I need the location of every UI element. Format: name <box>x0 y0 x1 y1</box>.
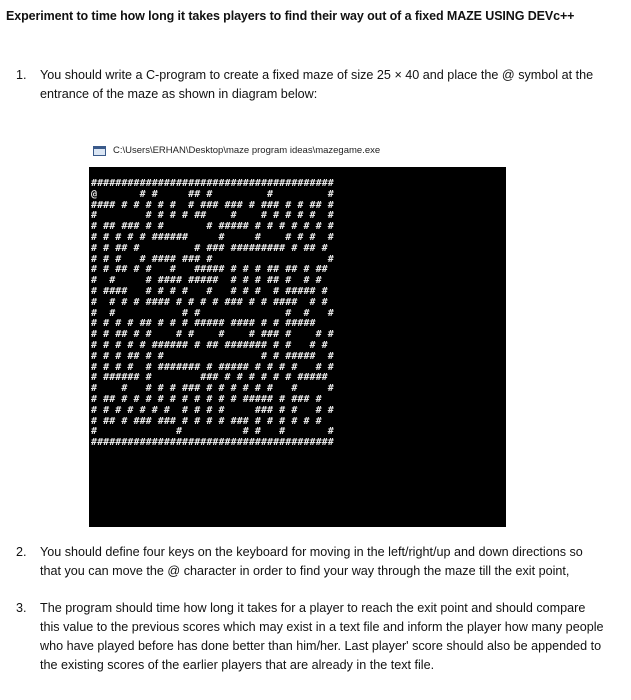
list-item-3 <box>16 599 606 675</box>
list-text: You should write a C-program to create a fixed maze of size 25 × 40 and place the @ symbol at the entrance of the maze as shown in diagram below: <box>40 68 594 101</box>
console-app-icon <box>93 146 106 156</box>
document-title: Experiment to time how long it takes players to find their way out of a fixed MAZE USING DEVc++ <box>6 9 575 23</box>
maze-grid: ######################################## @ # # ## # # # #### # # # # # # ### ### # ### # # ## # # # # # # ## # # # # # # # # ## ### # # # ##### # # # # # # # # # # # # ###### # # # # # # # # ## # # ### ######### # ## # # # # # #### ### # # # # ## # # # ##### # # # ## ## # ## # # # #### ##### # # # ## # # # # #### # # # # # # # # # ##### # # # # # #### # # # # ### # # #### # # # # # # # # # # # # # ## # # # ##### #### # # ##### # # ## # # # # # # ### # # # # # # # # ###### # ## ####### # # # # # # # ## # # # # ##### # # # # # # ####### # ##### # # # # # # # ###### # ### # # # # # # ##### # # # # # ### # # # # # # # # # ## # # # # # # # # # # ##### # ### # # # # # # # # # # # # ### # # # # # ## # ### ### # # # # ### # # # # # # # # # # # # ######################################## <box>91 178 334 449</box>
list-item-1 <box>16 66 606 104</box>
list-text: You should define four keys on the keyboard for moving in the left/right/up and down directions so that you can move the @ character in order to find your way through the maze till the exit point, <box>40 545 583 578</box>
list-text: The program should time how long it takes for a player to reach the exit point and should compare this value to the previous scores which may exist in a text file and inform the player how many people who have played before has done better than him/her. Last player' score should also be appended to the existing scores of the earlier players that are already in the text file. <box>40 601 604 672</box>
console-window-title: C:\Users\ERHAN\Desktop\maze program ideas\mazegame.exe <box>113 145 381 156</box>
list-item-2 <box>16 543 606 581</box>
list-number: 1. <box>16 68 27 82</box>
list-number: 3. <box>16 601 27 615</box>
list-number: 2. <box>16 545 27 559</box>
console-window-titlebar <box>93 145 380 156</box>
console-screen <box>89 167 506 527</box>
